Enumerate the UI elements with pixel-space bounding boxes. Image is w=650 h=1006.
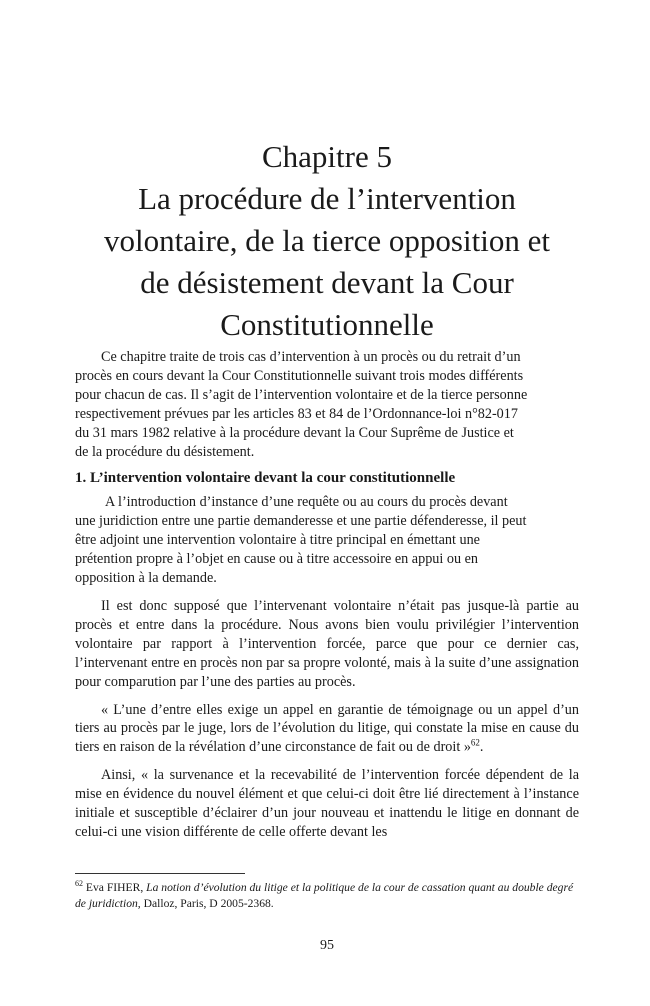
paragraph-line: opposition à la demande.: [75, 570, 217, 587]
footnote: [75, 880, 579, 912]
section-paragraph: Il est donc supposé que l’intervenant volontaire n’était pas jusque-là partie au procès et entre dans la procédure. Nous avons bien voulu privilégier l’intervention volontaire par rapport à l’intervention forcée, parce que pour ce dernier cas, l’intervenant entre en procès non par sa propre volonté, mais à la suite d’une assignation pour comparution par l’une des parties au procès.: [75, 597, 579, 690]
section-paragraph: [75, 493, 579, 588]
footnote-ref[interactable]: 62: [470, 737, 480, 748]
chapter-title-line: de désistement devant la Cour: [140, 264, 514, 300]
intro-line: de la procédure du désistement.: [75, 443, 255, 460]
paragraph-line: prétention propre à l’objet en cause ou à titre accessoire en appui ou en: [75, 551, 478, 568]
intro-line: pour chacun de cas. Il s’agit de l’intervention volontaire et de la tierce personne: [75, 386, 528, 403]
intro-paragraph: [75, 348, 579, 461]
footnote-number: 62: [75, 879, 83, 889]
chapter-title-line: Constitutionnelle: [220, 306, 434, 342]
quote-text: « L’une d’entre elles exige un appel en garantie de témoignage ou un appel d’un tiers au procès par le juge, lors de l’évolution du litige, qui constate la mise en cause du tiers en raison de la révélation d’une circonstance de fait ou de droit »: [75, 701, 579, 756]
chapter-number: Chapitre 5: [262, 138, 392, 174]
chapter-heading: [75, 136, 579, 346]
page-number: 95: [320, 938, 334, 953]
intro-line: respectivement prévues par les articles 83 et 84 de l’Ordonnance-loi n°82-017: [75, 405, 518, 422]
paragraph-line: être adjoint une intervention volontaire à titre principal en émettant une: [75, 532, 480, 549]
footnote-publisher: Dalloz, Paris, D 2005-2368.: [143, 897, 274, 910]
quote-end: .: [479, 739, 484, 756]
footnote-divider: [75, 873, 245, 874]
chapter-title-line: La procédure de l’intervention: [138, 180, 516, 216]
section-heading: 1. L’intervention volontaire devant la cour constitutionnelle: [75, 470, 456, 487]
quote-paragraph: [75, 701, 579, 758]
chapter-title-line: volontaire, de la tierce opposition et: [104, 222, 550, 258]
footnote-author: Eva FIHER,: [85, 881, 144, 894]
paragraph-line: A l’introduction d’instance d’une requête ou au cours du procès devant: [105, 494, 508, 511]
book-page: [75, 0, 579, 1006]
paragraph-line: une juridiction entre une partie demanderesse et une partie défenderesse, il peut: [75, 513, 527, 530]
intro-line: Ce chapitre traite de trois cas d’intervention à un procès ou du retrait d’un: [101, 349, 521, 365]
section-paragraph: Ainsi, « la survenance et la recevabilité de l’intervention forcée dépendent de la mise en évidence du nouvel élément et que celui-ci doit être lié directement à l’instance initiale et susceptible d’éclairer d’un jour nouveau et inattendu le litige en donnant de celui-ci une vision différente de celle offerte devant les: [75, 767, 579, 840]
body-text: [75, 348, 579, 842]
intro-line: du 31 mars 1982 relative à la procédure devant la Cour Suprême de Justice et: [75, 424, 514, 441]
intro-line: procès en cours devant la Cour Constitutionnelle suivant trois modes différents: [75, 367, 524, 384]
footnote-title: La notion d’évolution du litige et la politique de la cour de cassation quant au double degré de juridiction,: [75, 881, 574, 910]
